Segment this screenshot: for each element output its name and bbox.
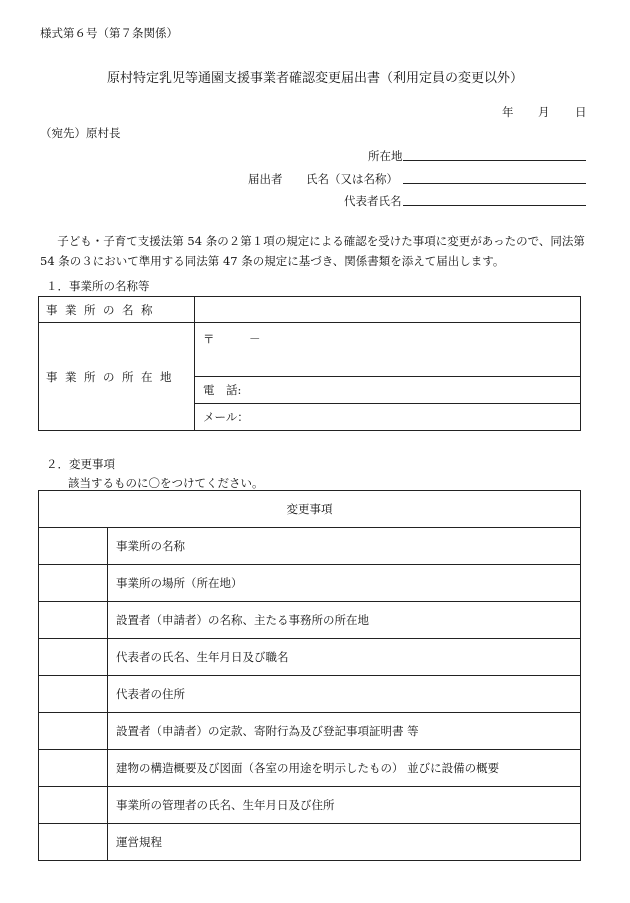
- change-row: [39, 750, 581, 787]
- name-line[interactable]: [403, 171, 586, 184]
- section2-heading: ２．変更事項: [46, 457, 115, 471]
- date-day-label: 日: [575, 105, 587, 119]
- change-item: 事業所の場所（所在地）: [108, 565, 581, 602]
- postal-field[interactable]: [195, 323, 581, 377]
- location-label: 所在地: [368, 149, 403, 163]
- change-row: [39, 676, 581, 713]
- change-item: 建物の構造概要及び図面（各室の用途を明示したもの） 並びに設備の概要: [108, 750, 581, 787]
- postal-label: 〒 －: [203, 332, 261, 346]
- change-mark-cell[interactable]: [39, 639, 108, 676]
- change-row: [39, 528, 581, 565]
- change-row: [39, 713, 581, 750]
- date-year-label: 年: [502, 105, 514, 119]
- applicant-label: 届出者: [248, 172, 283, 186]
- facility-table: [38, 296, 581, 431]
- change-row: [39, 787, 581, 824]
- location-line[interactable]: [403, 148, 586, 161]
- email-label: メール：: [203, 410, 249, 424]
- change-item: 設置者（申請者）の定款、寄附行為及び登記事項証明書 等: [108, 713, 581, 750]
- change-item: 設置者（申請者）の名称、主たる事務所の所在地: [108, 602, 581, 639]
- phone-label: 電 話:: [203, 383, 242, 397]
- date-month-label: 月: [538, 105, 550, 119]
- change-mark-cell[interactable]: [39, 565, 108, 602]
- change-item: 運営規程: [108, 824, 581, 861]
- form-number: 様式第６号（第７条関係）: [40, 26, 178, 40]
- facility-name-field[interactable]: [195, 297, 581, 323]
- email-field[interactable]: [195, 404, 581, 431]
- change-row: [39, 565, 581, 602]
- change-row: [39, 602, 581, 639]
- change-item: 事業所の管理者の氏名、生年月日及び住所: [108, 787, 581, 824]
- addressee: （宛先）原村長: [40, 126, 121, 140]
- change-item: 事業所の名称: [108, 528, 581, 565]
- change-mark-cell[interactable]: [39, 824, 108, 861]
- change-item: 代表者の住所: [108, 676, 581, 713]
- representative-line[interactable]: [403, 193, 586, 206]
- change-mark-cell[interactable]: [39, 787, 108, 824]
- change-item: 代表者の氏名、生年月日及び職名: [108, 639, 581, 676]
- changes-header: 変更事項: [286, 502, 333, 516]
- body-paragraph: 子ども・子育て支援法第 54 条の２第１項の規定による確認を受けた事項に変更があったので、同法第 54 条の３において準用する同法第 47 条の規定に基づき、関係書類を添えて届出します。: [40, 234, 585, 268]
- changes-header-cell: [39, 491, 581, 528]
- phone-field[interactable]: [195, 377, 581, 404]
- representative-label: 代表者氏名: [344, 194, 402, 208]
- change-mark-cell[interactable]: [39, 676, 108, 713]
- change-mark-cell[interactable]: [39, 602, 108, 639]
- change-mark-cell[interactable]: [39, 713, 108, 750]
- change-mark-cell[interactable]: [39, 750, 108, 787]
- section2-instruction: 該当するものに〇をつけてください。: [68, 476, 264, 490]
- facility-name-label-cell: [39, 297, 195, 323]
- change-row: [39, 639, 581, 676]
- change-row: [39, 824, 581, 861]
- section1-heading: １．事業所の名称等: [46, 279, 150, 293]
- facility-address-label-cell: [39, 323, 195, 431]
- changes-table: [38, 490, 581, 861]
- change-mark-cell[interactable]: [39, 528, 108, 565]
- facility-name-label: 事業所の名称: [46, 302, 160, 317]
- facility-address-label: 事業所の所在地: [46, 369, 179, 384]
- name-label: 氏名（又は名称）: [306, 172, 398, 186]
- page-title: 原村特定乳児等通園支援事業者確認変更届出書（利用定員の変更以外）: [106, 71, 523, 86]
